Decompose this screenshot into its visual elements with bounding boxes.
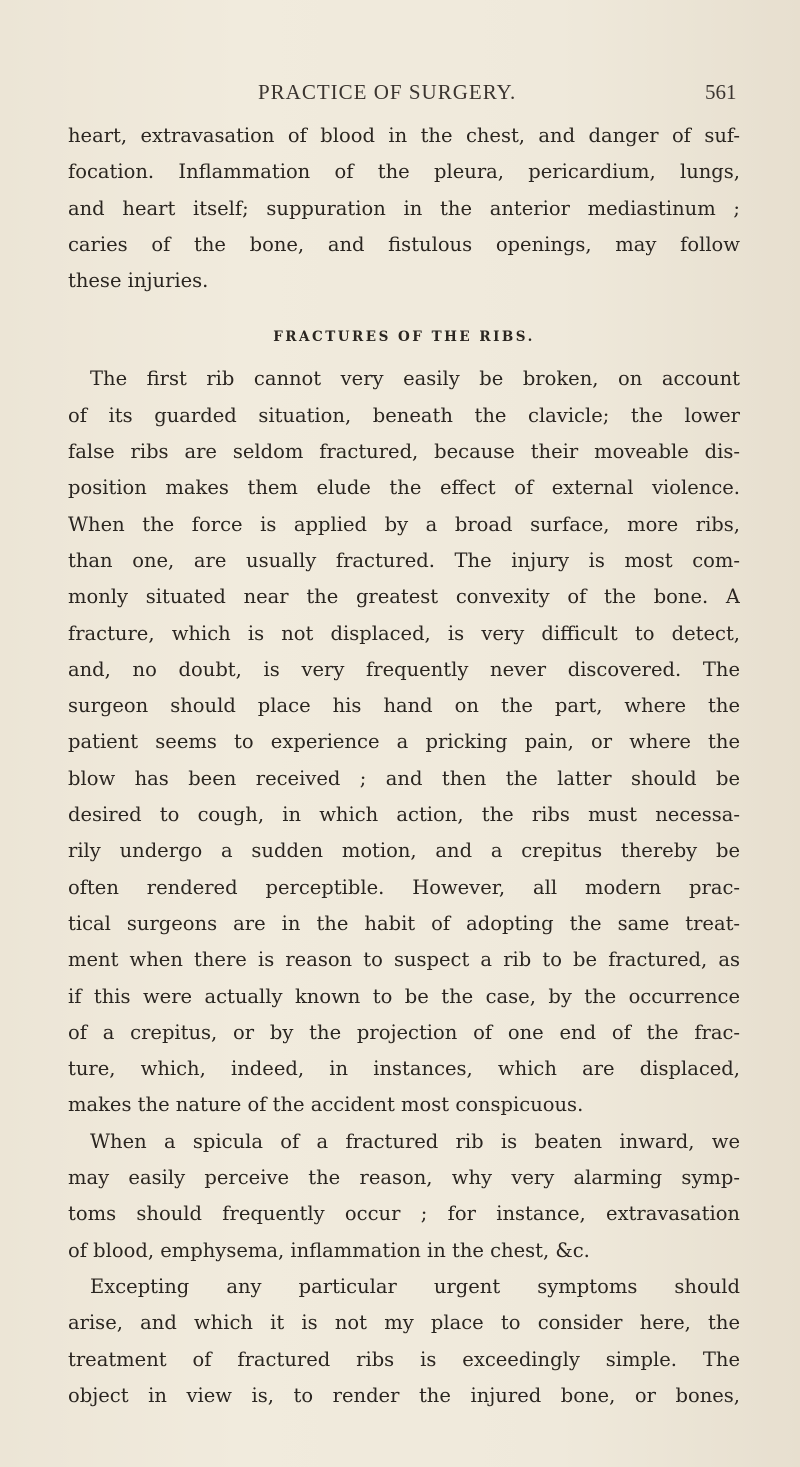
text-line: Excepting any particular urgent symptoms should (90, 1274, 740, 1298)
text-line: may easily perceive the reason, why very alarming symp- (68, 1166, 740, 1190)
running-title: PRACTICE OF SURGERY. (258, 80, 517, 104)
text-line: often rendered perceptible. However, all modern prac- (68, 875, 740, 899)
text-line: toms should frequently occur ; for instance, extravasation (68, 1202, 740, 1226)
text-line: of its guarded situation, beneath the clavicle; the lower (68, 403, 740, 427)
paragraph-fractures (68, 361, 740, 1123)
text-line: these injuries. (68, 269, 209, 293)
text-line: focation. Inflammation of the pleura, pericardium, lungs, (68, 160, 740, 184)
text-line: if this were actually known to be the case, by the occurrence (68, 984, 740, 1008)
text-line: caries of the bone, and fistulous openings, may follow (68, 232, 740, 256)
text-line: When a spicula of a fractured rib is beaten inward, we (90, 1129, 740, 1153)
body-text (68, 118, 740, 1414)
paragraph-treatment (68, 1269, 740, 1414)
text-line: ture, which, indeed, in instances, which are displaced, (68, 1057, 740, 1081)
section-heading: FRACTURES OF THE RIBS. (273, 329, 535, 346)
text-line: blow has been received ; and then the latter should be (68, 766, 740, 790)
text-line: treatment of fractured ribs is exceedingly simple. The (68, 1347, 740, 1371)
text-line: patient seems to experience a pricking pain, or where the (68, 730, 740, 754)
running-head (0, 80, 800, 110)
text-line: object in view is, to render the injured bone, or bones, (68, 1383, 740, 1407)
text-line: heart, extravasation of blood in the chest, and danger of suf- (68, 124, 740, 147)
text-line: surgeon should place his hand on the part, where the (68, 694, 740, 718)
text-line: ment when there is reason to suspect a rib to be fractured, as (68, 948, 740, 972)
paragraph-continuation (68, 118, 740, 299)
text-line: and, no doubt, is very frequently never discovered. The (68, 657, 740, 681)
text-line: and heart itself; suppuration in the anterior mediastinum ; (68, 196, 740, 220)
text-line: fracture, which is not displaced, is very difficult to detect, (68, 621, 740, 645)
text-line: of blood, emphysema, inflammation in the chest, &c. (68, 1238, 590, 1262)
text-line: position makes them elude the effect of external violence. (68, 476, 740, 500)
text-line: When the force is applied by a broad surface, more ribs, (68, 512, 740, 536)
paragraph-spicula (68, 1124, 740, 1269)
text-line: The first rib cannot very easily be broken, on account (90, 367, 740, 391)
text-line: than one, are usually fractured. The injury is most com- (68, 548, 740, 572)
text-line: rily undergo a sudden motion, and a crepitus thereby be (68, 839, 740, 863)
text-line: desired to cough, in which action, the ribs must necessa- (68, 803, 740, 827)
text-line: monly situated near the greatest convexity of the bone. A (68, 585, 740, 609)
page-number: 561 (705, 80, 737, 104)
text-line: of a crepitus, or by the projection of one end of the frac- (68, 1020, 740, 1044)
text-line: false ribs are seldom fractured, because their moveable dis- (68, 440, 740, 464)
text-line: tical surgeons are in the habit of adopting the same treat- (68, 911, 740, 935)
text-line: arise, and which it is not my place to consider here, the (68, 1311, 740, 1335)
text-line: makes the nature of the accident most conspicuous. (68, 1093, 584, 1117)
